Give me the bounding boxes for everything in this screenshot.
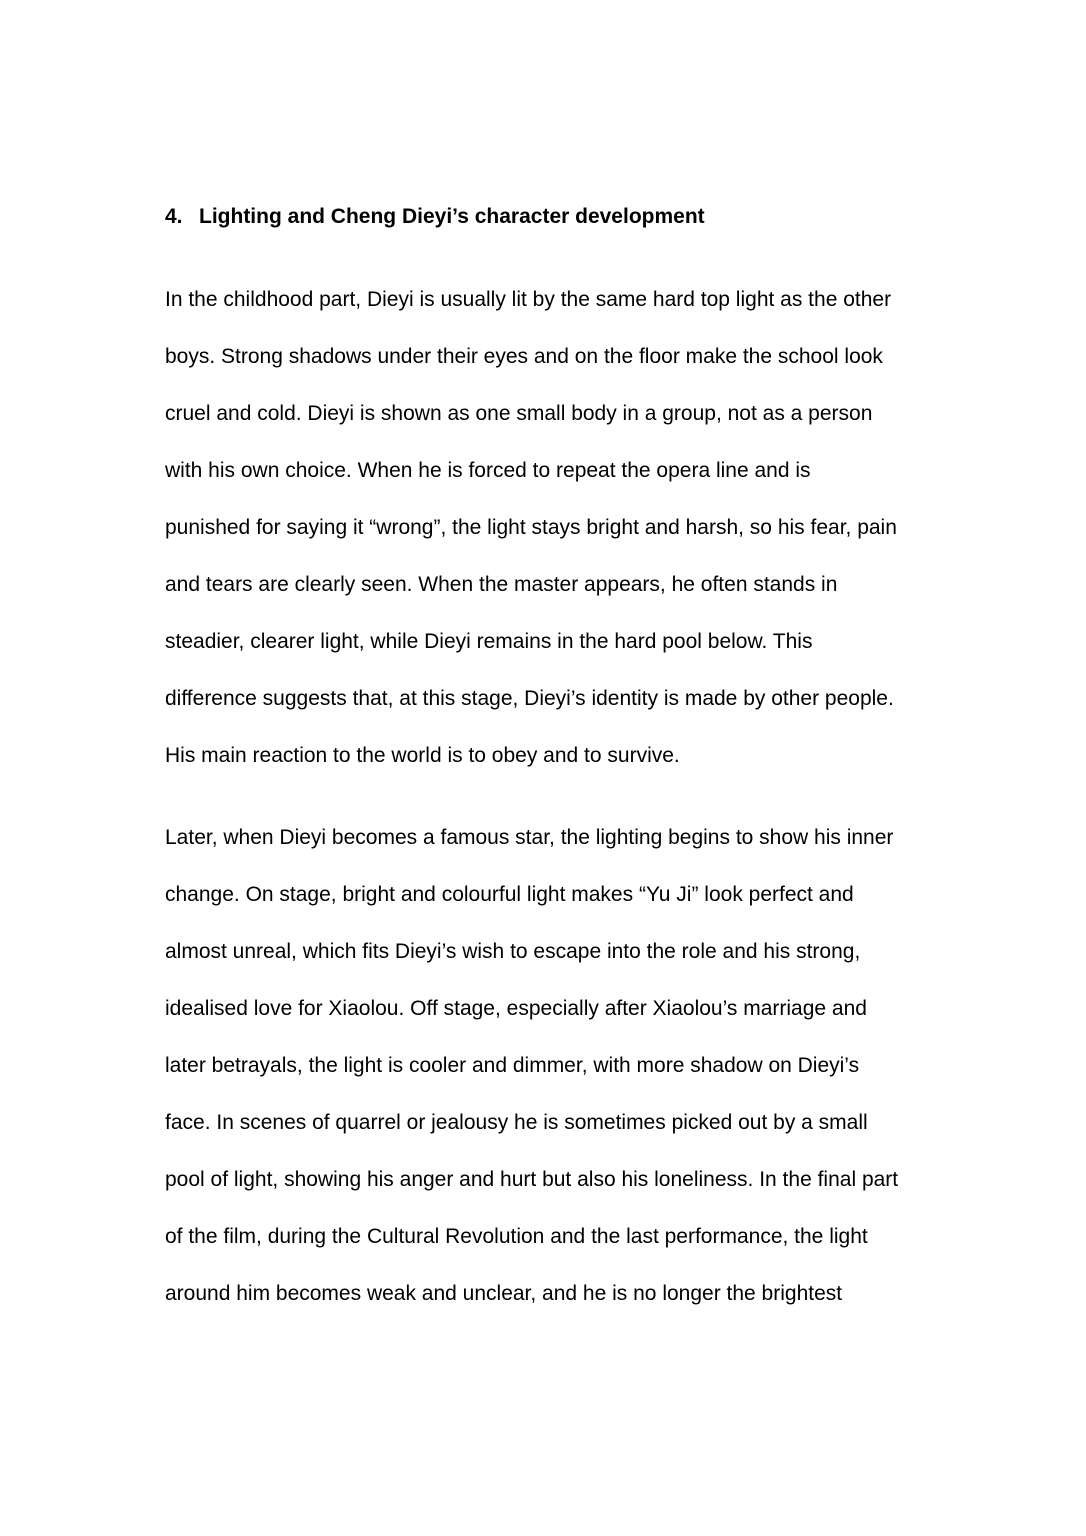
section-number: 4. (165, 205, 183, 228)
paragraph-line: face. In scenes of quarrel or jealousy he is sometimes picked out by a small (165, 1111, 868, 1134)
paragraph-line: punished for saying it “wrong”, the light stays bright and harsh, so his fear, pain (165, 516, 897, 539)
paragraph-star (165, 809, 945, 1322)
paragraph-line: and tears are clearly seen. When the master appears, he often stands in (165, 573, 838, 596)
paragraph-childhood (165, 271, 945, 784)
paragraph-line: idealised love for Xiaolou. Off stage, especially after Xiaolou’s marriage and (165, 997, 867, 1020)
section-title: Lighting and Cheng Dieyi’s character development (199, 205, 705, 228)
paragraph-line: Later, when Dieyi becomes a famous star, the lighting begins to show his inner (165, 826, 894, 849)
paragraph-line: pool of light, showing his anger and hurt but also his loneliness. In the final part (165, 1168, 899, 1191)
paragraph-line: cruel and cold. Dieyi is shown as one small body in a group, not as a person (165, 402, 873, 425)
paragraph-line: later betrayals, the light is cooler and dimmer, with more shadow on Dieyi’s (165, 1054, 860, 1077)
paragraph-line: almost unreal, which fits Dieyi’s wish to escape into the role and his strong, (165, 940, 861, 963)
paragraph-line: with his own choice. When he is forced to repeat the opera line and is (165, 459, 811, 482)
paragraph-line: In the childhood part, Dieyi is usually lit by the same hard top light as the other (165, 288, 892, 311)
paragraph-line: boys. Strong shadows under their eyes and on the floor make the school look (165, 345, 883, 368)
paragraph-line: difference suggests that, at this stage, Dieyi’s identity is made by other people. (165, 687, 894, 710)
paragraph-line: of the film, during the Cultural Revolution and the last performance, the light (165, 1225, 868, 1248)
paragraph-line: change. On stage, bright and colourful light makes “Yu Ji” look perfect and (165, 883, 854, 906)
section-heading (165, 203, 705, 231)
paragraph-line: around him becomes weak and unclear, and he is no longer the brightest (165, 1282, 843, 1305)
paragraph-line: steadier, clearer light, while Dieyi remains in the hard pool below. This (165, 630, 813, 653)
paragraph-line: His main reaction to the world is to obey and to survive. (165, 744, 680, 767)
